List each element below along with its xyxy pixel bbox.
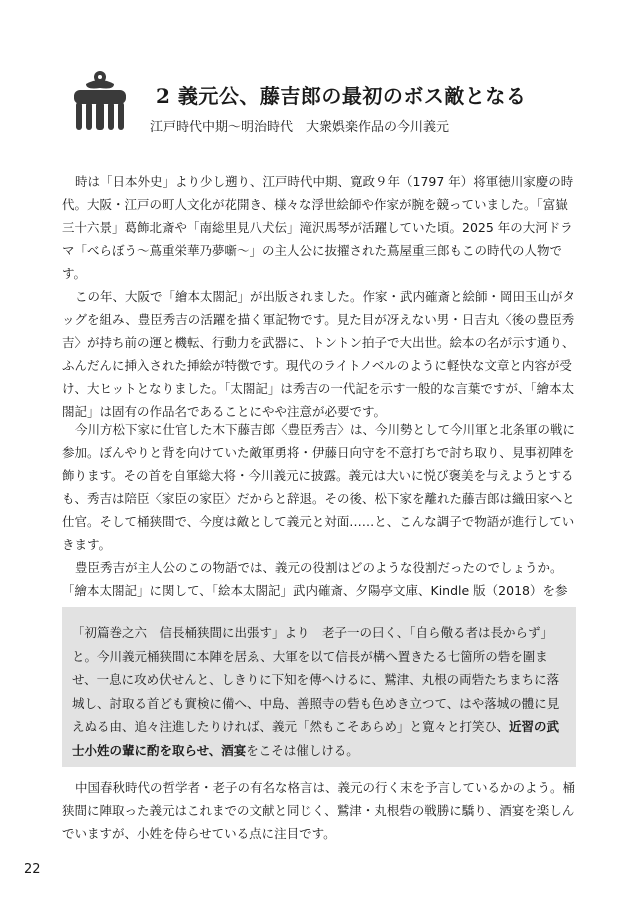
paragraph: 時は「日本外史」より少し遡り、江戸時代中期、寛政９年（1797 年）将軍徳川家慶の時代。大阪・江戸の町人文化が花開き、様々な浮世絵師や作家が腕を競っていました。「富嶽三十六景」葛飾北斎や「南総里見八犬伝」滝沢馬琴が活躍していた頃。2025 年の大河ドラマ「べらぼう〜蔦重栄華乃夢噺〜」の主人公に抜擢された蔦屋重三郎もこの時代の人物です。 bbox=[62, 174, 574, 281]
quoted-excerpt bbox=[62, 607, 576, 767]
paragraph: 豊臣秀吉が主人公のこの物語では、義元の役割はどのような役割だったのでしょうか。「繪本太閤記」に関して、「絵本太閤記」武内確斎、夕陽亭文庫、Kindle 版（2018）を参 bbox=[62, 560, 568, 598]
paragraph: この年、大阪で「繪本太閤記」が出版されました。作家・武内確斎と絵師・岡田玉山がタッグを組み、豊臣秀吉の活躍を描く軍記物です。見た目が冴えない男・日吉丸〈後の豊臣秀吉〉が持ち前の運と機転、行動力を武器に、トントン拍子で大出世。絵本の名が示す通り、ふんだんに挿入された挿絵が特徴です。現代のライトノベルのように軽快な文章と内容が受け、大ヒットとなりました。「太閤記」は秀吉の一代記を示す一般的な言葉ですが、「繪本太閤記」は固有の作品名であることにやや注意が必要です。 bbox=[62, 289, 576, 419]
chapter-header bbox=[70, 70, 570, 140]
body-section-3 bbox=[62, 776, 576, 845]
chapter-title: 2 義元公、藤吉郎の最初のボス敵となる bbox=[156, 84, 527, 108]
paragraph: 今川方松下家に仕官した木下藤吉郎〈豊臣秀吉〉は、今川勢として今川軍と北条軍の戦に参加。ぼんやりと背を向けていた敵軍勇将・伊藤日向守を不意打ちで討ち取り、見事初陣を飾ります。その首を自軍総大将・今川義元に披露。義元は大いに悦び褒美を与えようとするも、秀吉は陪臣〈家臣の家臣〉だからと辞退。その後、松下家を離れた藤吉郎は織田家へと仕官。そして桶狭間で、今度は敵として義元と対面……と、こんな調子で物語が進行していきます。 bbox=[62, 422, 576, 552]
quote-text: 「初篇巻之六 信長桶狭間に出張す」より 老子一の曰く、「自ら儆る者は長からず」と。今川義元桶狭間に本陣を居ゑ、大軍を以て信長が構へ置きたる七箇所の砦を圍ませ、一息に攻め伏せんと、しきりに下知を傳へけるに、鷲津、丸根の両砦たちまちに落城し、討取る首ども實検に備へ、中島、善照寺の砦も色めき立つて、はや落城の體に見えぬる由、追々注進したりければ、義元「然もこそあらめ」と寛々と打笑ひ、 bbox=[72, 625, 560, 735]
body-section-1 bbox=[62, 170, 576, 423]
quote-bold-text: 近習の武士小姓の輩に酌を取らせ、酒宴 bbox=[72, 719, 560, 758]
chapter-subtitle: 江戸時代中期〜明治時代 大衆娯楽作品の今川義元 bbox=[150, 120, 450, 135]
quote-text-tail: をこそは催しける。 bbox=[246, 742, 359, 758]
page-number: 22 bbox=[24, 862, 41, 877]
paragraph: 中国春秋時代の哲学者・老子の有名な格言は、義元の行く末を予言しているかのよう。桶狭間に陣取った義元はこれまでの文献と同じく、鷲津・丸根砦の戦勝に驕り、酒宴を楽しんでいますが、小姓を侍らせている点に注目です。 bbox=[62, 780, 576, 841]
family-crest-icon bbox=[70, 70, 130, 132]
body-section-2 bbox=[62, 418, 576, 625]
